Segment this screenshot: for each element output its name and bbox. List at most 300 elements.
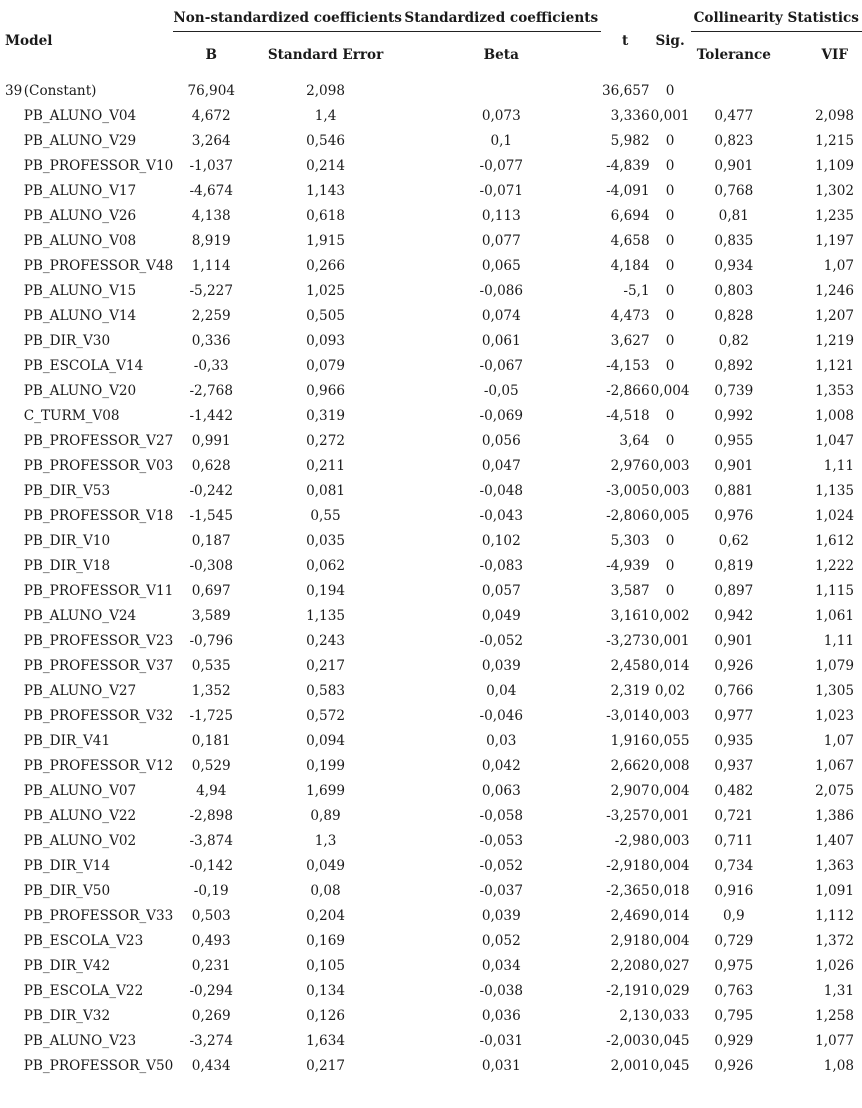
vif-cell: 1,024 [815, 507, 854, 524]
standard-error-cell: 0,199 [306, 757, 345, 774]
model-cell [5, 978, 24, 1003]
beta-cell: 0,036 [481, 1007, 521, 1024]
vif-cell [777, 78, 862, 103]
vif-cell: 1,07 [823, 732, 854, 749]
t-cell: -4,518 [606, 407, 650, 424]
standard-error-cell: 0,618 [306, 207, 345, 224]
b-cell: -2,898 [189, 807, 233, 824]
t-cell: -4,153 [606, 357, 650, 374]
vif-cell: 1,372 [815, 932, 854, 949]
table-row [5, 228, 862, 253]
sig-cell: 0,027 [650, 957, 690, 974]
t-cell: 5,303 [610, 532, 650, 549]
vif-cell: 1,061 [815, 607, 854, 624]
t-cell: -2,806 [606, 507, 650, 524]
vif-cell: 1,115 [815, 582, 854, 599]
variable-cell: C_TURM_V08 [23, 407, 120, 424]
t-cell: -3,014 [606, 707, 650, 724]
variable-cell: PB_ALUNO_V29 [23, 132, 137, 149]
standard-error-cell: 0,546 [306, 132, 345, 149]
tolerance-cell: 0,976 [714, 507, 754, 524]
b-cell: 76,904 [187, 82, 236, 99]
sig-cell: 0,003 [650, 457, 690, 474]
model-cell [5, 328, 24, 353]
beta-cell: 0,073 [481, 107, 521, 124]
standard-error-cell: 0,079 [306, 357, 345, 374]
t-cell: 3,336 [610, 107, 650, 124]
standard-error-cell: 0,211 [306, 457, 345, 474]
t-cell: -4,091 [606, 182, 650, 199]
model-cell [5, 628, 24, 653]
variable-cell: PB_DIR_V14 [23, 857, 111, 874]
t-cell: 2,976 [610, 457, 650, 474]
beta-cell: 0,057 [481, 582, 521, 599]
model-cell [5, 378, 24, 403]
variable-cell: PB_ALUNO_V04 [23, 107, 137, 124]
tolerance-cell: 0,929 [714, 1032, 754, 1049]
vif-cell: 1,353 [815, 382, 854, 399]
model-cell [5, 403, 24, 428]
standard-error-cell: 1,143 [306, 182, 345, 199]
beta-cell: 0,04 [486, 682, 517, 699]
model-cell [5, 503, 24, 528]
model-cell [5, 953, 24, 978]
model-cell [5, 778, 24, 803]
beta-cell: 0,047 [481, 457, 521, 474]
t-cell: -5,1 [623, 282, 650, 299]
b-cell: 0,503 [191, 907, 231, 924]
tolerance-cell: 0,937 [714, 757, 754, 774]
beta-cell: 0,113 [481, 207, 521, 224]
standard-error-cell: 0,08 [310, 882, 341, 899]
beta-cell: -0,067 [479, 357, 524, 374]
tolerance-cell: 0,901 [714, 632, 754, 649]
variable-cell: PB_PROFESSOR_V37 [23, 657, 174, 674]
variable-cell: PB_PROFESSOR_V27 [23, 432, 174, 449]
t-cell: -4,839 [606, 157, 650, 174]
variable-cell: PB_ALUNO_V15 [23, 282, 137, 299]
sig-cell: 0 [665, 282, 675, 299]
vif-cell: 1,246 [815, 282, 854, 299]
table-row [5, 303, 862, 328]
beta-cell: -0,086 [479, 282, 524, 299]
tolerance-cell: 0,897 [714, 582, 754, 599]
variable-cell: PB_ALUNO_V23 [23, 1032, 137, 1049]
beta-cell: -0,077 [479, 157, 524, 174]
b-cell: 0,535 [191, 657, 231, 674]
variable-cell: PB_PROFESSOR_V50 [23, 1057, 174, 1074]
standard-error-cell: 0,243 [306, 632, 345, 649]
b-cell: 0,181 [191, 732, 231, 749]
table-row [5, 528, 862, 553]
sig-cell: 0,004 [650, 857, 690, 874]
vif-cell: 1,109 [815, 157, 854, 174]
sig-cell: 0 [665, 207, 675, 224]
standard-error-cell: 0,081 [306, 482, 345, 499]
t-cell: 6,694 [610, 207, 650, 224]
table-row [5, 778, 862, 803]
standard-error-cell: 0,266 [306, 257, 345, 274]
t-cell: 3,64 [619, 432, 650, 449]
model-cell [5, 553, 24, 578]
vif-cell: 1,121 [815, 357, 854, 374]
model-cell [5, 753, 24, 778]
vif-cell: 1,197 [815, 232, 854, 249]
vif-cell: 1,219 [815, 332, 854, 349]
b-cell: -0,294 [189, 982, 233, 999]
model-cell [5, 153, 24, 178]
t-cell: 2,469 [610, 907, 650, 924]
tolerance-cell: 0,734 [714, 857, 754, 874]
vif-cell: 1,135 [815, 482, 854, 499]
tolerance-cell: 0,62 [718, 532, 749, 549]
vif-cell: 1,07 [823, 257, 854, 274]
tolerance-cell: 0,977 [714, 707, 754, 724]
variable-cell: PB_DIR_V53 [23, 482, 111, 499]
standard-error-cell: 1,4 [314, 107, 337, 124]
b-cell: 4,672 [191, 107, 231, 124]
sig-cell: 0,004 [650, 782, 690, 799]
variable-cell: PB_ESCOLA_V22 [23, 982, 144, 999]
vif-cell: 1,302 [815, 182, 854, 199]
b-cell: 0,991 [191, 432, 231, 449]
model-cell [5, 803, 24, 828]
sig-cell: 0 [665, 557, 675, 574]
vif-cell: 1,112 [815, 907, 854, 924]
b-cell: -0,308 [189, 557, 233, 574]
standard-error-cell: 0,094 [306, 732, 345, 749]
variable-cell: (Constant) [23, 82, 97, 99]
tolerance-cell: 0,823 [714, 132, 754, 149]
tolerance-cell: 0,916 [714, 882, 754, 899]
table-row [5, 728, 862, 753]
tolerance-cell: 0,901 [714, 457, 754, 474]
model-cell [5, 353, 24, 378]
table-row [5, 828, 862, 853]
sig-cell: 0 [665, 332, 675, 349]
standard-error-cell: 0,572 [306, 707, 345, 724]
vif-cell: 1,077 [815, 1032, 854, 1049]
b-cell: -3,274 [189, 1032, 233, 1049]
table-row [5, 78, 862, 103]
beta-cell: -0,031 [479, 1032, 524, 1049]
table-row [5, 128, 862, 153]
sig-cell: 0,003 [650, 832, 690, 849]
b-cell: -1,442 [189, 407, 233, 424]
b-cell: -5,227 [189, 282, 233, 299]
model-cell [5, 178, 24, 203]
t-cell: 1,916 [610, 732, 650, 749]
table-row [5, 928, 862, 953]
header-t: t [621, 33, 629, 49]
b-cell: 3,264 [191, 132, 231, 149]
sig-cell: 0,003 [650, 482, 690, 499]
b-cell: -0,19 [193, 882, 229, 899]
model-cell [5, 1053, 24, 1078]
b-cell: -1,725 [189, 707, 233, 724]
sig-cell: 0,014 [650, 657, 690, 674]
t-cell: 2,001 [610, 1057, 650, 1074]
model-cell [5, 653, 24, 678]
t-cell: 3,587 [610, 582, 650, 599]
table-row [5, 803, 862, 828]
b-cell: 2,259 [191, 307, 231, 324]
b-cell: 0,336 [191, 332, 231, 349]
beta-cell [402, 78, 601, 103]
tolerance-cell: 0,768 [714, 182, 754, 199]
standard-error-cell: 0,204 [306, 907, 345, 924]
tolerance-cell: 0,482 [714, 782, 754, 799]
table-row [5, 428, 862, 453]
t-cell: -2,003 [606, 1032, 650, 1049]
header-beta: Beta [483, 47, 519, 63]
t-cell: 2,907 [610, 782, 650, 799]
variable-cell: PB_ALUNO_V07 [23, 782, 137, 799]
table-row [5, 603, 862, 628]
header-standardized: Standardized coefficients [402, 4, 601, 32]
tolerance-cell: 0,739 [714, 382, 754, 399]
beta-cell: 0,061 [481, 332, 521, 349]
standard-error-cell: 0,55 [310, 507, 341, 524]
vif-cell: 1,023 [815, 707, 854, 724]
t-cell: -2,191 [606, 982, 650, 999]
variable-cell: PB_ALUNO_V02 [23, 832, 137, 849]
variable-cell: PB_PROFESSOR_V12 [23, 757, 174, 774]
table-row [5, 203, 862, 228]
table-row [5, 678, 862, 703]
model-cell [5, 103, 24, 128]
b-cell: 3,589 [191, 607, 231, 624]
b-cell: 1,114 [191, 257, 231, 274]
standard-error-cell: 0,214 [306, 157, 345, 174]
t-cell: -2,866 [606, 382, 650, 399]
table-row [5, 378, 862, 403]
beta-cell: -0,048 [479, 482, 524, 499]
table-row [5, 978, 862, 1003]
table-row [5, 753, 862, 778]
b-cell: 0,628 [191, 457, 231, 474]
b-cell: 4,94 [196, 782, 227, 799]
t-cell: 2,918 [610, 932, 650, 949]
beta-cell: -0,038 [479, 982, 524, 999]
variable-cell: PB_ESCOLA_V23 [23, 932, 144, 949]
beta-cell: 0,03 [486, 732, 517, 749]
table-row [5, 903, 862, 928]
tolerance-cell: 0,934 [714, 257, 754, 274]
t-cell: 3,161 [610, 607, 650, 624]
sig-cell: 0 [665, 357, 675, 374]
table-row [5, 703, 862, 728]
beta-cell: -0,052 [479, 632, 524, 649]
vif-cell: 1,207 [815, 307, 854, 324]
model-cell [5, 903, 24, 928]
sig-cell: 0 [665, 232, 675, 249]
standard-error-cell: 0,126 [306, 1007, 345, 1024]
variable-cell: PB_DIR_V41 [23, 732, 111, 749]
standard-error-cell: 0,169 [306, 932, 345, 949]
sig-cell: 0,033 [650, 1007, 690, 1024]
tolerance-cell: 0,819 [714, 557, 754, 574]
vif-cell: 1,008 [815, 407, 854, 424]
variable-cell: PB_ALUNO_V14 [23, 307, 137, 324]
t-cell: -3,005 [606, 482, 650, 499]
variable-cell: PB_ALUNO_V08 [23, 232, 137, 249]
standard-error-cell: 0,134 [306, 982, 345, 999]
t-cell: -2,918 [606, 857, 650, 874]
vif-cell: 1,305 [815, 682, 854, 699]
beta-cell: 0,056 [481, 432, 521, 449]
t-cell: 4,658 [610, 232, 650, 249]
model-cell [5, 528, 24, 553]
table-row [5, 628, 862, 653]
variable-cell: PB_PROFESSOR_V33 [23, 907, 174, 924]
sig-cell: 0,004 [650, 382, 690, 399]
vif-cell: 1,258 [815, 1007, 854, 1024]
standard-error-cell: 1,025 [306, 282, 345, 299]
vif-cell: 2,075 [815, 782, 854, 799]
beta-cell: -0,069 [479, 407, 524, 424]
b-cell: 0,493 [191, 932, 231, 949]
model-cell [5, 203, 24, 228]
standard-error-cell: 0,583 [306, 682, 345, 699]
standard-error-cell: 1,699 [306, 782, 345, 799]
table-row [5, 1053, 862, 1078]
beta-cell: -0,058 [479, 807, 524, 824]
vif-cell: 2,098 [815, 107, 854, 124]
beta-cell: -0,052 [479, 857, 524, 874]
vif-cell: 1,08 [823, 1057, 854, 1074]
sig-cell: 0 [665, 432, 675, 449]
table-row [5, 853, 862, 878]
tolerance-cell: 0,881 [714, 482, 754, 499]
beta-cell: 0,042 [481, 757, 521, 774]
b-cell: -0,142 [189, 857, 233, 874]
beta-cell: 0,039 [481, 657, 521, 674]
table-row [5, 478, 862, 503]
variable-cell: PB_ESCOLA_V14 [23, 357, 144, 374]
t-cell: 2,458 [610, 657, 650, 674]
table-row [5, 653, 862, 678]
table-row [5, 878, 862, 903]
variable-cell: PB_ALUNO_V22 [23, 807, 137, 824]
sig-cell: 0,014 [650, 907, 690, 924]
b-cell: -0,242 [189, 482, 233, 499]
standard-error-cell: 1,915 [306, 232, 345, 249]
regression-coefficients-table [5, 4, 862, 1078]
tolerance-cell: 0,901 [714, 157, 754, 174]
model-cell [5, 878, 24, 903]
vif-cell: 1,363 [815, 857, 854, 874]
t-cell: -3,273 [606, 632, 650, 649]
tolerance-cell: 0,835 [714, 232, 754, 249]
model-cell [5, 228, 24, 253]
sig-cell: 0,018 [650, 882, 690, 899]
sig-cell: 0,005 [650, 507, 690, 524]
header-tolerance: Tolerance [696, 47, 771, 63]
b-cell: -4,674 [189, 182, 233, 199]
header-sig: Sig. [655, 33, 685, 49]
sig-cell: 0 [665, 182, 675, 199]
table-row [5, 153, 862, 178]
tolerance-cell: 0,935 [714, 732, 754, 749]
table-row [5, 403, 862, 428]
model-cell [5, 853, 24, 878]
sig-cell: 0 [665, 532, 675, 549]
b-cell: 0,231 [191, 957, 231, 974]
variable-cell: PB_ALUNO_V17 [23, 182, 137, 199]
t-cell: 2,208 [610, 957, 650, 974]
table-row [5, 353, 862, 378]
t-cell: 3,627 [610, 332, 650, 349]
model-cell [5, 603, 24, 628]
header-model: Model [5, 33, 53, 49]
header-vif: VIF [821, 47, 848, 63]
sig-cell: 0,029 [650, 982, 690, 999]
t-cell: -2,365 [606, 882, 650, 899]
t-cell: 4,473 [610, 307, 650, 324]
b-cell: 0,697 [191, 582, 231, 599]
table-row [5, 103, 862, 128]
sig-cell: 0,008 [650, 757, 690, 774]
table-row [5, 1028, 862, 1053]
tolerance-cell: 0,926 [714, 657, 754, 674]
b-cell: 0,269 [191, 1007, 231, 1024]
beta-cell: 0,102 [481, 532, 521, 549]
standard-error-cell: 0,217 [306, 657, 345, 674]
t-cell: 2,13 [619, 1007, 650, 1024]
vif-cell: 1,31 [823, 982, 854, 999]
variable-cell: PB_PROFESSOR_V23 [23, 632, 174, 649]
sig-cell: 0,001 [650, 807, 690, 824]
variable-cell: PB_DIR_V50 [23, 882, 111, 899]
table-row [5, 278, 862, 303]
b-cell: -2,768 [189, 382, 233, 399]
standard-error-cell: 0,093 [306, 332, 345, 349]
variable-cell: PB_ALUNO_V20 [23, 382, 137, 399]
beta-cell: -0,037 [479, 882, 524, 899]
tolerance-cell: 0,9 [723, 907, 745, 924]
beta-cell: 0,039 [481, 907, 521, 924]
model-cell [5, 303, 24, 328]
standard-error-cell: 0,272 [306, 432, 345, 449]
sig-cell: 0 [665, 132, 675, 149]
t-cell: 36,657 [602, 82, 650, 99]
tolerance-cell: 0,763 [714, 982, 754, 999]
table-header [5, 4, 862, 78]
model-cell [5, 828, 24, 853]
standard-error-cell: 0,105 [306, 957, 345, 974]
vif-cell: 1,407 [815, 832, 854, 849]
tolerance-cell: 0,81 [718, 207, 749, 224]
sig-cell: 0,045 [650, 1032, 690, 1049]
variable-cell: PB_ALUNO_V24 [23, 607, 137, 624]
tolerance-cell: 0,795 [714, 1007, 754, 1024]
beta-cell: -0,053 [479, 832, 524, 849]
tolerance-cell: 0,926 [714, 1057, 754, 1074]
sig-cell: 0,002 [650, 607, 690, 624]
sig-cell: 0 [665, 582, 675, 599]
standard-error-cell: 0,505 [306, 307, 345, 324]
variable-cell: PB_ALUNO_V26 [23, 207, 137, 224]
model-cell [5, 453, 24, 478]
t-cell: -2,98 [614, 832, 650, 849]
beta-cell: 0,049 [481, 607, 521, 624]
table-row [5, 253, 862, 278]
table-row [5, 1003, 862, 1028]
sig-cell: 0,001 [650, 632, 690, 649]
standard-error-cell: 2,098 [306, 82, 345, 99]
variable-cell: PB_PROFESSOR_V03 [23, 457, 174, 474]
